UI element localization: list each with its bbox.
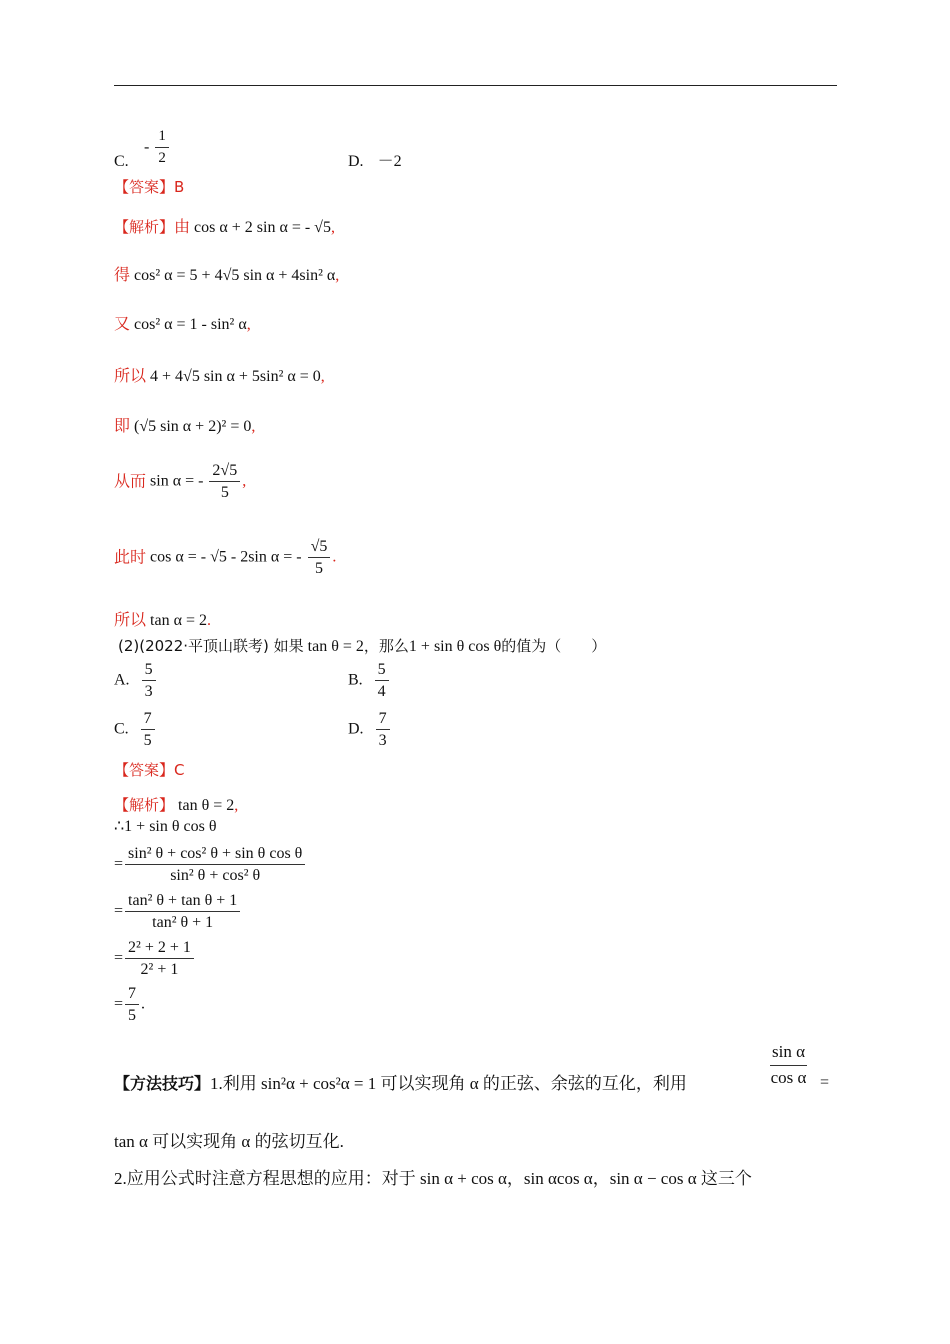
q2-step-3-eq: = xyxy=(114,949,124,967)
method-p1-a: 1.利用 sin²α + cos²α = 1 可以实现角 α 的正弦、余弦的互化，利用 xyxy=(210,1074,687,1093)
q2-option-c-label: C. xyxy=(114,720,129,738)
method-frac-den: cos α xyxy=(770,1068,807,1087)
q1-option-d-label: D. xyxy=(348,153,364,170)
q2-step-4-num: 7 xyxy=(125,983,139,1005)
q1-option-c-label: C. xyxy=(114,153,129,170)
q1-line-6-suffix: , xyxy=(242,472,247,490)
q2-step-2-den: tan² θ + 1 xyxy=(152,914,214,931)
q2-stem-expr: 1 + sin θ cos θ xyxy=(408,638,502,655)
q1-analysis-line-8 xyxy=(114,610,211,631)
q1-line-3-prefix: 又 xyxy=(114,314,131,333)
q1-line-1-suffix: , xyxy=(330,219,335,236)
q2-analysis-cond-expr: tan θ = 2 xyxy=(178,797,235,814)
q2-step-2-eq: = xyxy=(114,902,124,920)
q1-line-6-den: 5 xyxy=(220,484,229,501)
q2-step-3-num: 2² + 2 + 1 xyxy=(125,937,194,959)
q1-option-c-sign: - xyxy=(144,138,150,156)
q1-line-4-prefix: 所以 xyxy=(114,366,147,385)
q2-step-1-den: sin² θ + cos² θ xyxy=(170,867,261,884)
q2-step-4-suffix: . xyxy=(141,995,146,1013)
q1-line-1-expr: cos α + 2 sin α = - √5 xyxy=(194,219,331,236)
q1-analysis-line-4 xyxy=(114,366,325,387)
q2-option-a-label: A. xyxy=(114,671,130,689)
q1-analysis-line-1 xyxy=(114,217,335,238)
q1-line-8-prefix: 所以 xyxy=(114,610,147,629)
q2-option-c xyxy=(114,708,157,751)
q1-line-5-suffix: , xyxy=(251,418,256,435)
q1-answer: 【答案】B xyxy=(114,178,185,196)
q2-analysis-cond xyxy=(114,795,238,816)
q1-analysis-line-5 xyxy=(114,416,255,437)
q1-line-7-suffix: . xyxy=(332,548,337,566)
method-p1-b: tan α 可以实现角 α 的弦切互化. xyxy=(114,1132,344,1151)
q2-answer: 【答案】C xyxy=(114,761,185,779)
q2-step-3-den: 2² + 1 xyxy=(140,961,179,978)
q2-stem-prefix: (2)(2022·平顶山联考) 如果 xyxy=(118,637,304,655)
q1-line-2-expr: cos² α = 5 + 4√5 sin α + 4sin² α xyxy=(134,267,336,284)
method-paragraph-1 xyxy=(114,1073,687,1095)
q2-step-1-eq: = xyxy=(114,855,124,873)
q2-option-b xyxy=(348,659,391,702)
q1-line-8-suffix: . xyxy=(206,612,211,629)
q2-option-a-num: 5 xyxy=(142,659,156,681)
q2-step-3 xyxy=(114,937,196,980)
q2-option-a xyxy=(114,659,158,702)
q1-line-4-suffix: , xyxy=(320,368,325,385)
q1-option-c-den: 2 xyxy=(158,150,166,166)
q1-line-3-expr: cos² α = 1 - sin² α xyxy=(134,316,247,333)
q2-step-4-eq: = xyxy=(114,995,124,1013)
q2-option-d-num: 7 xyxy=(376,708,390,730)
q1-line-6-prefix: 从而 xyxy=(114,471,147,491)
q2-option-d-den: 3 xyxy=(378,732,387,749)
q1-option-d-value: －2 xyxy=(377,153,402,170)
q1-option-c xyxy=(114,152,129,172)
q2-analysis-tag: 【解析】 xyxy=(114,796,175,814)
q2-stem-mid: ，那么 xyxy=(363,637,409,655)
q1-line-7-prefix: 此时 xyxy=(114,547,147,567)
q1-analysis-line-3 xyxy=(114,314,251,335)
q1-line-7-expr: cos α = - √5 - 2sin α = - xyxy=(150,548,302,566)
q1-analysis-line-7 xyxy=(114,536,336,579)
q2-stem-suffix: 的值为（ ） xyxy=(501,637,607,655)
q2-option-c-den: 5 xyxy=(143,732,152,749)
q1-line-5-expr: (√5 sin α + 2)² = 0 xyxy=(134,418,252,435)
method-eq: = xyxy=(820,1074,830,1091)
q1-option-d xyxy=(348,152,402,172)
q2-step-4 xyxy=(114,983,145,1026)
q1-line-2-suffix: , xyxy=(335,267,340,284)
q1-line-6-num: 2√5 xyxy=(209,460,240,482)
q2-step-4-den: 5 xyxy=(128,1007,137,1024)
q1-line-8-expr: tan α = 2 xyxy=(150,612,207,629)
q1-option-c-value xyxy=(144,126,171,169)
q2-option-d xyxy=(348,708,392,751)
q1-line-7-den: 5 xyxy=(314,560,323,577)
q1-line-5-prefix: 即 xyxy=(114,416,131,435)
q2-option-b-den: 4 xyxy=(377,683,386,700)
q1-analysis-line-2 xyxy=(114,265,339,286)
q2-option-d-label: D. xyxy=(348,720,364,738)
q1-line-4-expr: 4 + 4√5 sin α + 5sin² α = 0 xyxy=(150,368,321,385)
q1-line-3-suffix: , xyxy=(246,316,251,333)
q2-therefore: ∴1 + sin θ cos θ xyxy=(114,818,217,835)
q1-line-1-prefix: 由 xyxy=(174,217,191,236)
q2-step-1 xyxy=(114,843,307,886)
q1-line-7-num: √5 xyxy=(308,536,331,558)
q2-option-b-num: 5 xyxy=(375,659,389,681)
method-fraction xyxy=(770,1041,807,1089)
q2-step-1-num: sin² θ + cos² θ + sin θ cos θ xyxy=(125,843,305,865)
q2-stem-cond: tan θ = 2 xyxy=(307,638,364,655)
q2-option-b-label: B. xyxy=(348,671,363,689)
q2-step-2-num: tan² θ + tan θ + 1 xyxy=(125,890,240,912)
method-tag: 【方法技巧】 xyxy=(114,1074,211,1093)
q2-step-2 xyxy=(114,890,242,933)
q2-analysis-cond-suffix: , xyxy=(234,797,239,814)
q1-line-6-expr: sin α = - xyxy=(150,472,204,490)
q2-stem xyxy=(118,636,606,657)
q1-line-2-prefix: 得 xyxy=(114,265,131,284)
method-frac-num: sin α xyxy=(770,1041,807,1066)
q2-option-c-num: 7 xyxy=(141,708,155,730)
q2-option-a-den: 3 xyxy=(144,683,153,700)
q1-analysis-tag: 【解析】 xyxy=(114,218,175,236)
method-paragraph-2: 2.应用公式时注意方程思想的应用：对于 sin α + cos α，sin αcos α，sin α − cos α 这三个 xyxy=(114,1169,752,1188)
q1-analysis-line-6 xyxy=(114,460,246,503)
q1-option-c-num: 1 xyxy=(155,126,169,148)
header-rule xyxy=(114,85,837,86)
